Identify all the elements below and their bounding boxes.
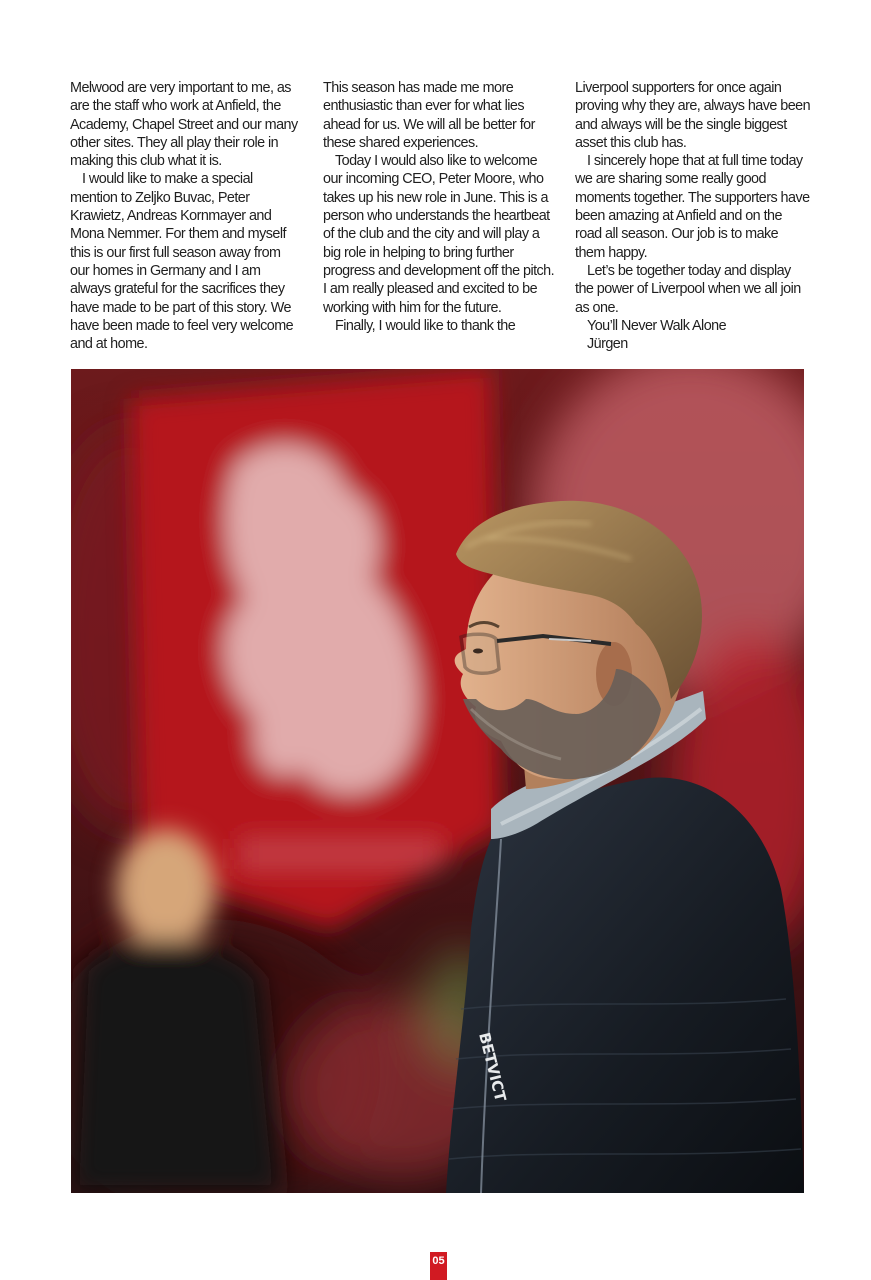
paragraph: I sincerely hope that at full time today we are sharing some really good moments together. The supporters have been amazing at Anfield and on the road all season. Our job is to make them happy. — [575, 153, 810, 261]
paragraph: This season has made me more enthusiastic than ever for what lies ahead for us. We will all be better for these shared experiences. — [323, 80, 535, 151]
paragraph: Liverpool supporters for once again proving why they are, always have been and always will be the single biggest asset this club has. — [575, 80, 811, 151]
paragraph: Finally, I would like to thank the — [335, 317, 516, 334]
paragraph: Let’s be together today and display the power of Liverpool when we all join as one. — [575, 262, 801, 316]
jacket — [446, 777, 804, 1193]
article-column-1 — [70, 79, 302, 353]
signature-name: Jürgen — [587, 336, 628, 353]
article-column-3 — [575, 79, 811, 353]
paragraph: Melwood are very important to me, as are the staff who work at Anfield, the Academy, Chapel Street and our many other sites. They all play their role in making this club what it is. — [70, 80, 298, 170]
paragraph: I would like to make a special mention to Zeljko Buvac, Peter Krawietz, Andreas Kornmayer and Mona Nemmer. For them and myself this is our first full season away from our homes in Germany and I am always grateful for the sacrifices they have made to be part of this story. We have been made to feel very welcome and at home. — [70, 171, 294, 353]
article-column-2 — [323, 79, 555, 335]
photo-illustration — [71, 369, 804, 1193]
paragraph: Today I would also like to welcome our incoming CEO, Peter Moore, who takes up his new role in June. This is a person who understands the heartbeat of the club and the city and will play a big role in helping to bring further progress and development off the pitch. I am really pleased and excited to be working with him for the future. — [323, 153, 555, 316]
sign-off-line: You’ll Never Walk Alone — [587, 317, 727, 334]
jacket-sponsor-text: BETVICT — [475, 1030, 510, 1104]
manager-profile-photo — [71, 369, 804, 1193]
page-number: 05 — [430, 1252, 447, 1280]
